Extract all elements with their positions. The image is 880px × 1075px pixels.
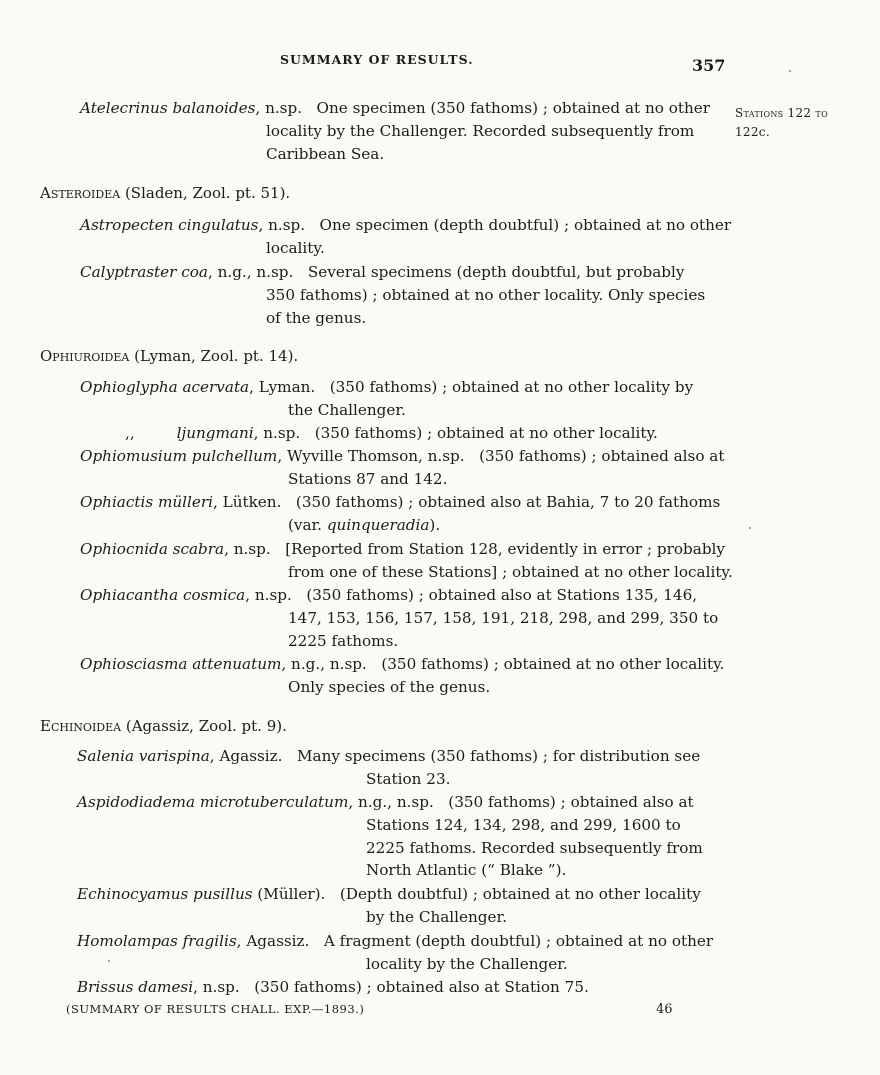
entry-text: ). — [429, 515, 441, 534]
taxon-authority: , n.sp. — [224, 540, 271, 558]
species-entry — [80, 584, 760, 652]
taxon-authority: , Agassiz. — [209, 747, 283, 765]
entry-text: Many specimens (350 fathoms) ; for distribution see — [296, 747, 701, 765]
species-entry — [77, 883, 757, 929]
running-title: SUMMARY OF RESULTS. — [280, 52, 474, 67]
taxon-name: Ophiocnida scabra — [80, 540, 225, 558]
imprint-footer: (SUMMARY OF RESULTS CHALL. EXP.—1893.) — [66, 1002, 365, 1016]
taxon-authority: , n.sp. — [245, 586, 292, 604]
class-reference: (Sladen, Zool. pt. 51). — [120, 184, 291, 202]
taxon-name: Echinocyamus pusillus — [77, 885, 253, 903]
entry-text: 2225 fathoms. Recorded subsequently from — [366, 838, 703, 857]
entry-text: of the genus. — [266, 308, 367, 327]
species-entry — [80, 653, 760, 699]
entry-text: (350 fathoms) ; obtained also at Bahia, 7 to 20 fathoms — [295, 493, 721, 511]
taxon-name: Aspidodiadema microtuberculatum — [77, 793, 349, 811]
taxon-authority: , Wyville Thomson, n.sp. — [277, 447, 465, 465]
taxon-authority: , n.sp. — [255, 99, 303, 117]
taxon-name: Astropecten cingulatus — [80, 216, 259, 234]
taxon-name: ljungmani — [176, 424, 254, 442]
taxon-name: Calyptraster coa — [80, 263, 208, 281]
taxon-name: Ophiosciasma attenuatum — [80, 655, 282, 673]
species-entry — [80, 491, 760, 537]
taxon-name: Salenia varispina — [77, 747, 210, 765]
taxon-name: Brissus damesi — [77, 978, 194, 996]
taxon-name: Ophioglypha acervata — [80, 378, 250, 396]
variety-name: quinqueradia — [326, 515, 430, 534]
entry-text: Stations 87 and 142. — [288, 469, 448, 488]
taxon-authority: , n.sp. — [193, 978, 240, 996]
entry-text: by the Challenger. — [366, 907, 507, 926]
species-entry — [80, 445, 760, 491]
species-entry — [77, 930, 757, 976]
entry-text: (350 fathoms) ; obtained at no other locality by — [329, 378, 694, 396]
section-heading-echinoidea — [40, 716, 287, 736]
taxon-name: Ophiomusium pulchellum — [80, 447, 278, 465]
entry-text: A fragment (depth doubtful) ; obtained at no other — [323, 932, 714, 950]
species-entry — [80, 261, 760, 329]
print-speck — [789, 70, 791, 72]
crinoid-entry — [80, 97, 760, 165]
taxon-authority: , Agassiz. — [236, 932, 310, 950]
entry-text: the Challenger. — [288, 400, 406, 419]
taxon-authority: , n.g., n.sp. — [348, 793, 434, 811]
page-number: 357 — [692, 56, 726, 75]
species-entry — [80, 376, 760, 422]
entry-text: [Reported from Station 128, evidently in error ; probably — [285, 540, 725, 558]
entry-text: locality. — [266, 238, 325, 257]
entry-text: (350 fathoms) ; obtained at no other locality. — [314, 424, 658, 442]
ditto-mark: ,, — [125, 424, 135, 442]
entry-text: Station 23. — [366, 769, 451, 788]
taxon-name: Ophiacantha cosmica — [80, 586, 246, 604]
side-note-line: 122c. — [735, 125, 770, 139]
section-heading-ophiuroidea — [40, 346, 298, 366]
entry-text: locality by the Challenger. — [366, 954, 568, 973]
taxon-name: Homolampas fragilis — [77, 932, 237, 950]
entry-text: 147, 153, 156, 157, 158, 191, 218, 298, and 299, 350 to — [288, 608, 719, 627]
taxon-authority: , Lyman. — [249, 378, 316, 396]
taxon-authority: , n.g., n.sp. — [207, 263, 294, 281]
entry-text: Several specimens (depth doubtful, but probably — [307, 263, 685, 281]
taxon-authority: , n.g., n.sp. — [281, 655, 367, 673]
print-speck — [749, 527, 751, 529]
species-entry — [77, 745, 757, 791]
taxon-authority: , n.sp. — [253, 424, 301, 442]
species-entry — [77, 791, 757, 882]
species-entry — [77, 976, 757, 999]
entry-text: from one of these Stations] ; obtained at no other locality. — [288, 562, 733, 581]
entry-text: 2225 fathoms. — [288, 631, 399, 650]
class-reference: (Lyman, Zool. pt. 14). — [129, 347, 299, 365]
entry-text: (350 fathoms) ; obtained also at — [479, 447, 725, 465]
entry-text: (350 fathoms) ; obtained also at Station 75. — [254, 978, 589, 996]
species-entry — [80, 538, 760, 584]
class-name: Asteroidea — [40, 184, 121, 202]
taxon-authority: (Müller). — [252, 885, 326, 903]
class-name: Ophiuroidea — [40, 347, 130, 365]
species-entry — [80, 214, 760, 260]
taxon-authority: , Lütken. — [212, 493, 282, 511]
entry-text: North Atlantic (“ Blake ”). — [366, 861, 567, 880]
signature-mark: 46 — [656, 1002, 673, 1017]
entry-text: One specimen (depth doubtful) ; obtained at no other — [319, 216, 732, 234]
species-entry — [125, 422, 805, 445]
class-name: Echinoidea — [40, 717, 122, 735]
entry-text: (Depth doubtful) ; obtained at no other locality — [339, 885, 701, 903]
entry-text: 350 fathoms) ; obtained at no other locality. Only species — [266, 285, 706, 304]
class-reference: (Agassiz, Zool. pt. 9). — [121, 717, 287, 735]
entry-text: Only species of the genus. — [288, 677, 491, 696]
entry-text: (350 fathoms) ; obtained also at Stations 135, 146, — [306, 586, 698, 604]
taxon-name: Ophiactis mülleri — [80, 493, 213, 511]
entry-text: (350 fathoms) ; obtained at no other locality. — [381, 655, 725, 673]
entry-text: Stations 124, 134, 298, and 299, 1600 to — [366, 815, 681, 834]
entry-text: Caribbean Sea. — [266, 144, 385, 163]
entry-text: One specimen (350 fathoms) ; obtained at no other — [316, 99, 710, 117]
print-speck — [108, 960, 110, 962]
side-note-line: Stations 122 to — [735, 106, 828, 120]
section-heading-asteroidea — [40, 183, 290, 203]
entry-text: locality by the Challenger. Recorded subsequently from — [266, 121, 695, 140]
taxon-name: Atelecrinus balanoides — [80, 99, 256, 117]
taxon-authority: , n.sp. — [258, 216, 306, 234]
entry-text: (350 fathoms) ; obtained also at — [448, 793, 694, 811]
entry-text: (var. — [288, 515, 327, 534]
